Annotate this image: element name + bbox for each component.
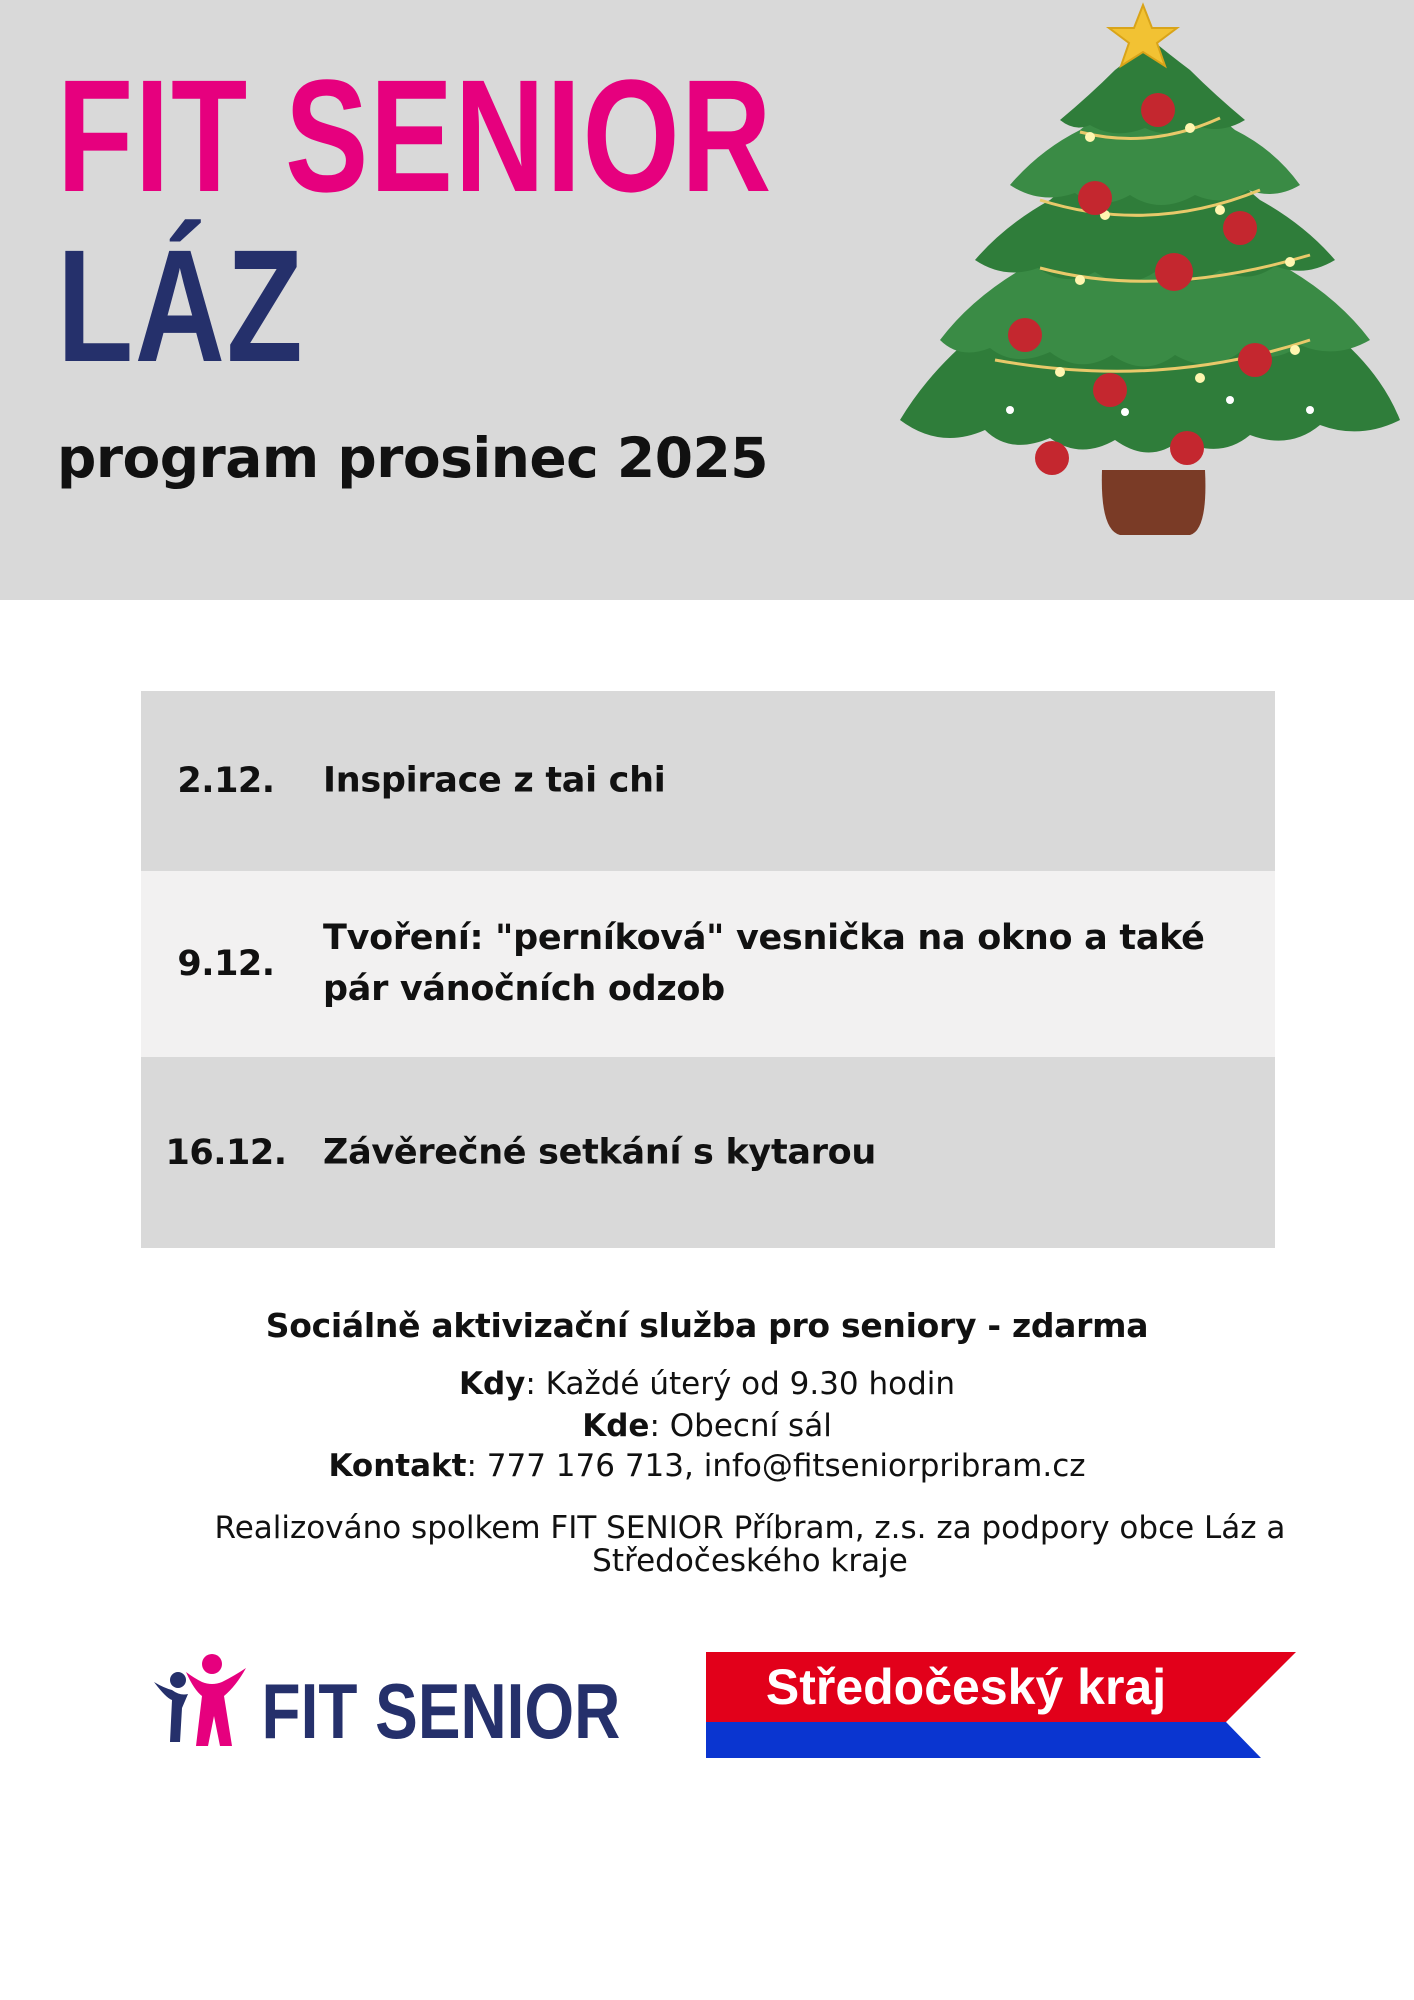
service-description: Sociálně aktivizační služba pro seniory - zdarma	[265, 1306, 1149, 1345]
schedule-row	[141, 871, 1275, 1057]
schedule-event: Inspirace z tai chi	[323, 760, 666, 801]
christmas-tree-icon	[890, 0, 1410, 560]
schedule-row	[141, 691, 1275, 871]
schedule-date: 2.12.	[177, 761, 275, 801]
stredocesky-kraj-logo	[706, 1652, 1296, 1758]
schedule-table	[141, 691, 1275, 1248]
realization-note: Realizováno spolkem FIT SENIOR Příbram, z.s. za podpory obce Láz a Středočeského kraje	[214, 1510, 1286, 1579]
program-subtitle: program prosinec 2025	[57, 426, 768, 490]
schedule-event: Závěrečné setkání s kytarou	[323, 1132, 877, 1172]
header-banner	[0, 0, 1414, 600]
contact-label: Kontakt	[328, 1448, 467, 1484]
when-value: : Každé úterý od 9.30 hodin	[525, 1366, 956, 1402]
when-line	[0, 1366, 1414, 1402]
title-laz: LÁZ	[57, 216, 305, 395]
fit-senior-logo-text: FIT SENIOR	[261, 1668, 621, 1756]
schedule-row	[141, 1057, 1275, 1248]
schedule-date: 9.12.	[177, 944, 275, 984]
where-label: Kde	[582, 1408, 650, 1444]
kraj-logo-text: Středočeský kraj	[765, 1659, 1167, 1715]
where-value: : Obecní sál	[649, 1408, 832, 1444]
schedule-event: Tvoření: "perníková" vesnička na okno a také pár vánočních odzob	[323, 918, 1205, 1009]
title-fit-senior: FIT SENIOR	[57, 46, 773, 225]
when-label: Kdy	[458, 1366, 526, 1402]
schedule-date: 16.12.	[165, 1132, 287, 1173]
where-line	[0, 1408, 1414, 1444]
contact-line	[0, 1448, 1414, 1484]
contact-value: : 777 176 713, info@fitseniorpribram.cz	[466, 1448, 1086, 1484]
fit-senior-logo	[150, 1650, 621, 1760]
